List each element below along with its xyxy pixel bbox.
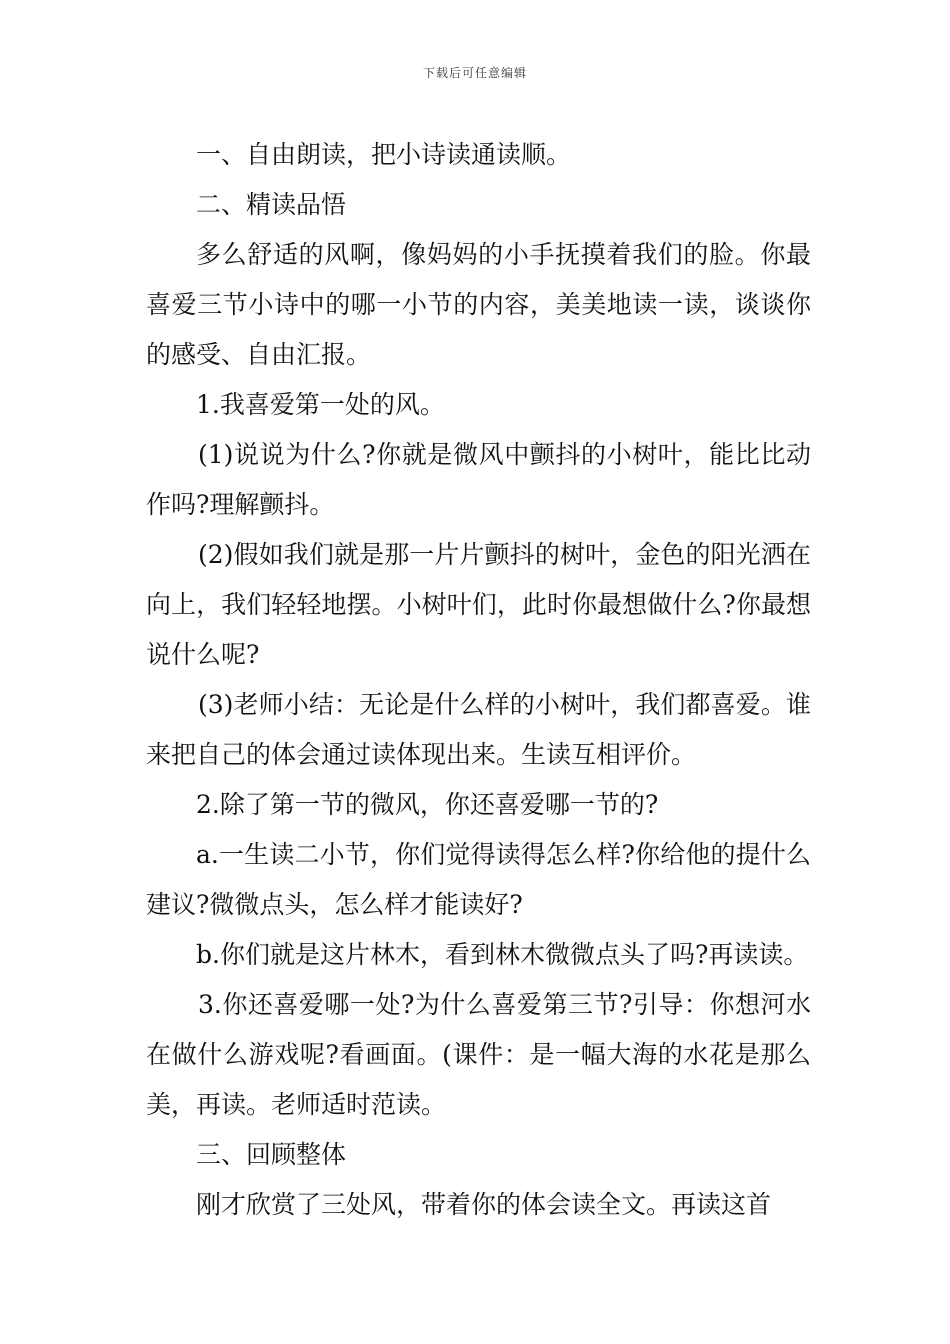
page-header: 下载后可任意编辑 xyxy=(422,66,527,80)
paragraph-7: (3)老师小结：无论是什么样的小树叶，我们都喜爱。谁来把自己的体会通过读体现出来。生读互相评价。 xyxy=(146,690,811,769)
paragraph-1: 一、自由朗读，把小诗读通读顺。 xyxy=(196,140,572,169)
document-body xyxy=(146,130,811,1230)
paragraph-5: (1)说说为什么?你就是微风中颤抖的小树叶，能比比动作吗?理解颤抖。 xyxy=(146,440,811,519)
paragraph-3: 多么舒适的风啊，像妈妈的小手抚摸着我们的脸。你最喜爱三节小诗中的哪一小节的内容，美美地读一读，谈谈你的感受、自由汇报。 xyxy=(146,240,811,369)
paragraph-8: 2.除了第一节的微风，你还喜爱哪一节的? xyxy=(196,790,659,819)
paragraph-9: a.一生读二小节，你们觉得读得怎么样?你给他的提什么建议?微微点头，怎么样才能读好? xyxy=(146,840,811,919)
paragraph-2: 二、精读品悟 xyxy=(196,190,347,219)
paragraph-11: 3.你还喜爱哪一处?为什么喜爱第三节?引导：你想河水在做什么游戏呢?看画面。(课件：是一幅大海的水花是那么美，再读。老师适时范读。 xyxy=(146,990,811,1119)
paragraph-13: 刚才欣赏了三处风，带着你的体会读全文。再读这首 xyxy=(196,1190,772,1219)
paragraph-4: 1.我喜爱第一处的风。 xyxy=(196,390,445,419)
paragraph-10: b.你们就是这片林木，看到林木微微点头了吗?再读读。 xyxy=(196,940,809,969)
paragraph-6: (2)假如我们就是那一片片颤抖的树叶，金色的阳光洒在向上，我们轻轻地摆。小树叶们，此时你最想做什么?你最想说什么呢? xyxy=(146,540,811,669)
paragraph-12: 三、回顾整体 xyxy=(196,1140,347,1169)
